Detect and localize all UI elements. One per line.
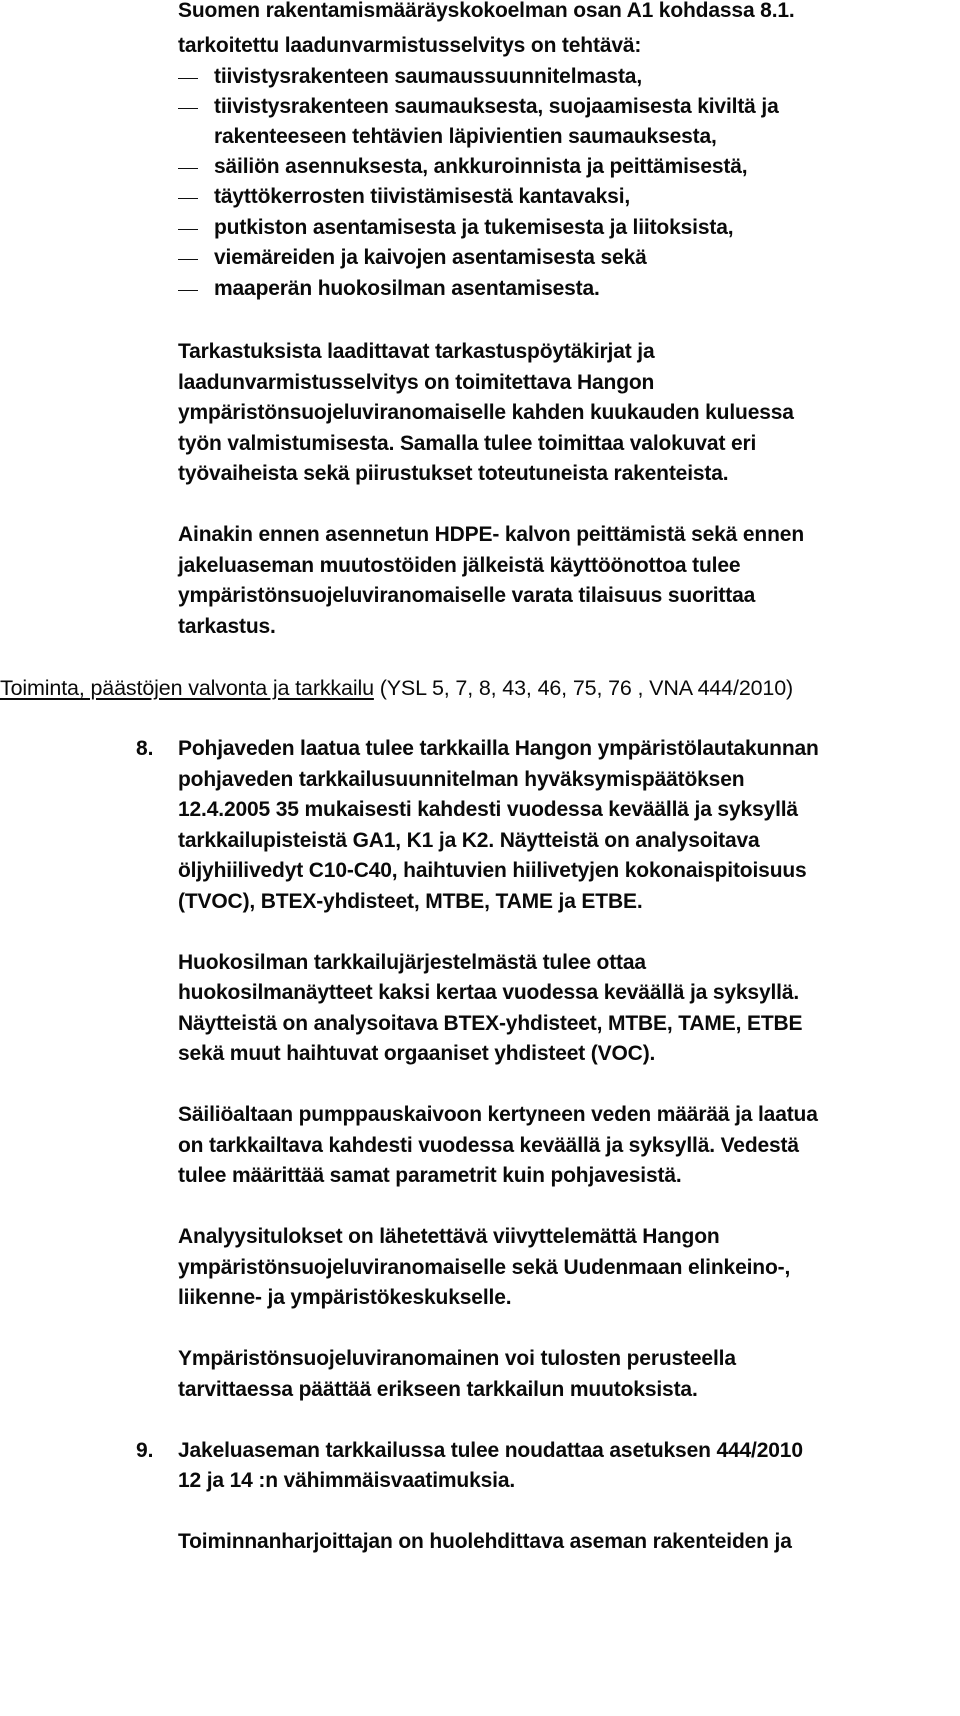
intro-line-2: tarkoitettu laadunvarmistusselvitys on tehtävä:	[178, 34, 642, 57]
text-line: Tarkastuksista laadittavat tarkastuspöytäkirjat ja	[178, 340, 655, 363]
text-line: tarkkailupisteistä GA1, K1 ja K2. Näytteistä on analysoitava	[178, 829, 760, 852]
text-line: tarvittaessa päättää erikseen tarkkailun muutoksista.	[178, 1378, 698, 1401]
text-line: 12 ja 14 :n vähimmäisvaatimuksia.	[178, 1469, 516, 1492]
text-line: Säiliöaltaan pumppauskaivoon kertyneen veden määrää ja laatua	[178, 1103, 818, 1126]
text-line: pohjaveden tarkkailusuunnitelman hyväksymispäätöksen	[178, 768, 745, 791]
dash-icon	[178, 229, 198, 230]
dash-icon	[178, 290, 198, 291]
text-line: Huokosilman tarkkailujärjestelmästä tulee ottaa	[178, 951, 646, 974]
bullet-item: säiliön asennuksesta, ankkuroinnista ja peittämisestä,	[214, 155, 748, 178]
text-line: Toiminnanharjoittajan on huolehdittava aseman rakenteiden ja	[178, 1530, 792, 1553]
text-line: Ainakin ennen asennetun HDPE- kalvon peittämistä sekä ennen	[178, 523, 804, 546]
text-line: Jakeluaseman tarkkailussa tulee noudattaa asetuksen 444/2010	[178, 1439, 803, 1462]
bullet-item: tiivistysrakenteen saumaussuunnitelmasta,	[214, 65, 643, 88]
text-line: työn valmistumisesta. Samalla tulee toimittaa valokuvat eri	[178, 432, 757, 455]
section-heading-title: Toiminta, päästöjen valvonta ja tarkkailu	[0, 676, 374, 700]
text-line: liikenne- ja ympäristökeskukselle.	[178, 1286, 512, 1309]
text-line: tarkastus.	[178, 615, 276, 638]
bullet-item-continuation: rakenteeseen tehtävien läpivientien saumauksesta,	[214, 125, 717, 148]
bullet-item: tiivistysrakenteen saumauksesta, suojaamisesta kiviltä ja	[214, 95, 779, 118]
bullet-item: putkiston asentamisesta ja tukemisesta ja liitoksista,	[214, 216, 734, 239]
text-line: on tarkkailtava kahdesti vuodessa keväällä ja syksyllä. Vedestä	[178, 1134, 799, 1157]
dash-icon	[178, 108, 198, 109]
text-line: Näytteistä on analysoitava BTEX-yhdisteet, MTBE, TAME, ETBE	[178, 1012, 803, 1035]
dash-icon	[178, 168, 198, 169]
text-line: huokosilmanäytteet kaksi kertaa vuodessa keväällä ja syksyllä.	[178, 981, 800, 1004]
text-line: Analyysitulokset on lähetettävä viivyttelemättä Hangon	[178, 1225, 720, 1248]
text-line: sekä muut haihtuvat orgaaniset yhdisteet (VOC).	[178, 1042, 656, 1065]
item-number: 9.	[136, 1439, 154, 1462]
item-number: 8.	[136, 737, 154, 760]
text-line: tulee määrittää samat parametrit kuin pohjavesistä.	[178, 1164, 682, 1187]
text-line: 12.4.2005 35 mukaisesti kahdesti vuodessa keväällä ja syksyllä	[178, 798, 798, 821]
bullet-item: maaperän huokosilman asentamisesta.	[214, 277, 600, 300]
text-line: Ympäristönsuojeluviranomainen voi tulosten perusteella	[178, 1347, 736, 1370]
bullet-item: viemäreiden ja kaivojen asentamisesta sekä	[214, 246, 647, 269]
section-heading	[0, 675, 793, 701]
text-line: ympäristönsuojeluviranomaiselle kahden kuukauden kuluessa	[178, 401, 794, 424]
text-line: laadunvarmistusselvitys on toimitettava Hangon	[178, 371, 655, 394]
intro-line-1: Suomen rakentamismääräyskokoelman osan A1 kohdassa 8.1.	[178, 0, 795, 22]
text-line: työvaiheista sekä piirustukset toteutuneista rakenteista.	[178, 462, 729, 485]
text-line: Pohjaveden laatua tulee tarkkailla Hangon ympäristölautakunnan	[178, 737, 819, 760]
text-line: (TVOC), BTEX-yhdisteet, MTBE, TAME ja ETBE.	[178, 890, 643, 913]
text-line: ympäristönsuojeluviranomaiselle varata tilaisuus suorittaa	[178, 584, 756, 607]
dash-icon	[178, 198, 198, 199]
text-line: ympäristönsuojeluviranomaiselle sekä Uudenmaan elinkeino-,	[178, 1256, 791, 1279]
dash-icon	[178, 78, 198, 79]
text-line: jakeluaseman muutostöiden jälkeistä käyttöönottoa tulee	[178, 554, 741, 577]
section-heading-refs: (YSL 5, 7, 8, 43, 46, 75, 76 , VNA 444/2010)	[379, 676, 794, 700]
text-line: öljyhiilivedyt C10-C40, haihtuvien hiilivetyjen kokonaispitoisuus	[178, 859, 807, 882]
bullet-item: täyttökerrosten tiivistämisestä kantavaksi,	[214, 185, 631, 208]
dash-icon	[178, 259, 198, 260]
